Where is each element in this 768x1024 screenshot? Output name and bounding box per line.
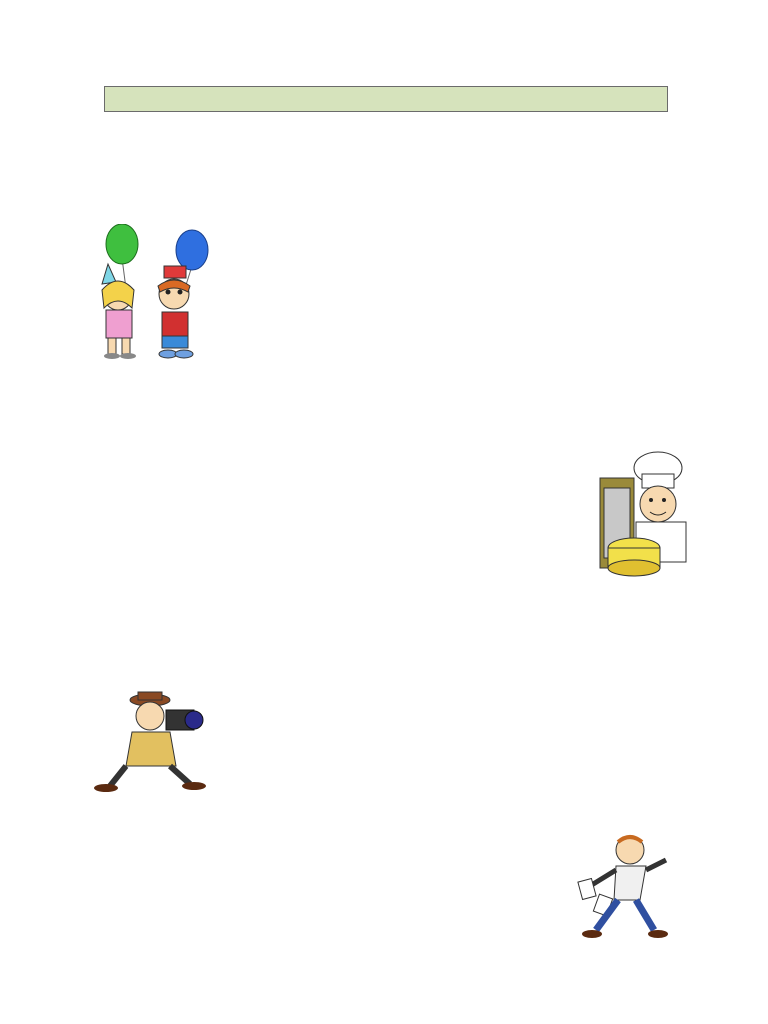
running-man-clipart bbox=[566, 830, 670, 944]
photographer-clipart bbox=[80, 688, 210, 792]
ladybug-border-left bbox=[30, 60, 66, 960]
ladybug-border-top bbox=[0, 24, 768, 60]
instructions bbox=[110, 122, 670, 139]
balloon-kids-clipart bbox=[88, 224, 218, 360]
ladybug-border-right bbox=[702, 60, 738, 960]
chef-cake-clipart bbox=[596, 448, 696, 582]
worksheet-title bbox=[104, 86, 668, 112]
ladybug-border-bottom bbox=[0, 960, 768, 996]
